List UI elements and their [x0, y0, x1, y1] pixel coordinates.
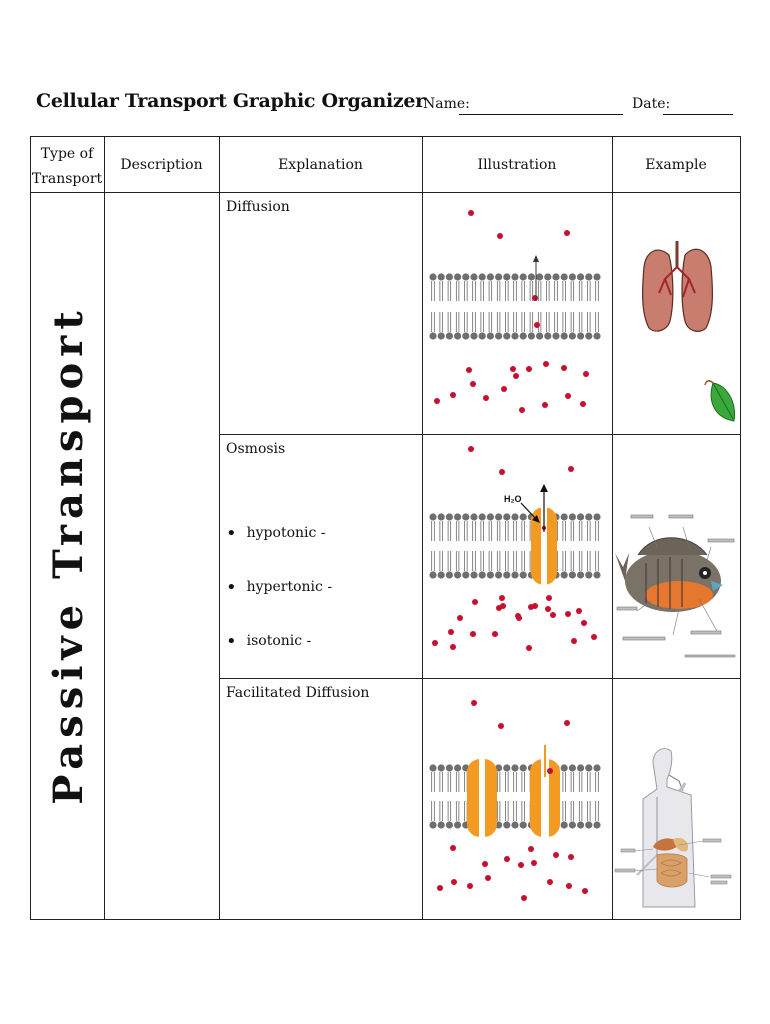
- solute-particle: [504, 856, 510, 862]
- phospholipid-head: [593, 571, 600, 578]
- solute-particle: [470, 381, 476, 387]
- phospholipid-head: [429, 513, 436, 520]
- header-type-of-transport: [30, 142, 104, 192]
- solute-particle: [580, 401, 586, 407]
- solute-particle: [532, 295, 538, 301]
- solute-particle: [432, 640, 438, 646]
- solute-particle: [534, 322, 540, 328]
- phospholipid-head: [520, 513, 527, 520]
- phospholipid-head: [528, 332, 535, 339]
- phospholipid-head: [454, 332, 461, 339]
- phospholipid-head: [470, 571, 477, 578]
- solute-particle: [472, 599, 478, 605]
- solute-particle: [543, 361, 549, 367]
- osmosis-illustration: [423, 435, 612, 678]
- phospholipid-head: [561, 332, 568, 339]
- phospholipid-head: [593, 273, 600, 280]
- phospholipid-head: [585, 571, 592, 578]
- phospholipid-head: [446, 273, 453, 280]
- phospholipid-head: [585, 821, 592, 828]
- solute-particle: [498, 723, 504, 729]
- phospholipid-head: [511, 821, 518, 828]
- carrier-protein: [530, 745, 560, 837]
- solute-particle: [466, 367, 472, 373]
- header-example: Example: [645, 157, 707, 173]
- digestive-organs: [653, 838, 688, 887]
- phospholipid-head: [577, 571, 584, 578]
- phospholipid-head: [593, 821, 600, 828]
- phospholipid-head: [593, 332, 600, 339]
- solute-particle: [561, 365, 567, 371]
- diffusion-illustration: [423, 193, 612, 434]
- phospholipid-head: [479, 571, 486, 578]
- phospholipid-head: [503, 571, 510, 578]
- phospholipid-head: [520, 571, 527, 578]
- phospholipid-head: [462, 571, 469, 578]
- solute-particle: [564, 720, 570, 726]
- header-explanation: Explanation: [278, 157, 363, 173]
- phospholipid-head: [561, 571, 568, 578]
- phospholipid-head: [446, 571, 453, 578]
- solute-particle: [483, 395, 489, 401]
- date-field[interactable]: [663, 114, 733, 115]
- solute-particle: [547, 879, 553, 885]
- phospholipid-head: [503, 332, 510, 339]
- phospholipid-head: [577, 273, 584, 280]
- solute-particle: [566, 883, 572, 889]
- phospholipid-head: [446, 332, 453, 339]
- phospholipid-head: [511, 513, 518, 520]
- solute-particle: [568, 854, 574, 860]
- solute-particle: [519, 407, 525, 413]
- phospholipid-head: [577, 513, 584, 520]
- phospholipid-head: [511, 332, 518, 339]
- phospholipid-head: [569, 764, 576, 771]
- phospholipid-head: [561, 821, 568, 828]
- phospholipid-head: [552, 273, 559, 280]
- phospholipid-head: [577, 821, 584, 828]
- bullet-isotonic-text: isotonic -: [246, 633, 312, 649]
- phospholipid-head: [585, 332, 592, 339]
- phospholipid-head: [536, 273, 543, 280]
- solute-particle: [450, 845, 456, 851]
- phospholipid-head: [495, 332, 502, 339]
- solute-particle: [531, 860, 537, 866]
- phospholipid-head: [429, 273, 436, 280]
- bullet-hypotonic: • hypotonic -: [226, 523, 326, 544]
- phospholipid-head: [470, 513, 477, 520]
- phospholipid-head: [462, 513, 469, 520]
- phospholipid-head: [585, 764, 592, 771]
- phospholipid-head: [446, 513, 453, 520]
- phospholipid-head: [487, 571, 494, 578]
- digestive-system-example: [613, 679, 740, 919]
- phospholipid-head: [454, 821, 461, 828]
- header-illustration: Illustration: [477, 157, 557, 173]
- solute-particle: [515, 613, 521, 619]
- phospholipid-head: [511, 764, 518, 771]
- phospholipid-head: [511, 273, 518, 280]
- solute-particle: [499, 595, 505, 601]
- bullet-hypertonic-text: hypertonic -: [246, 579, 333, 595]
- solute-particle: [485, 875, 491, 881]
- phospholipid-head: [503, 273, 510, 280]
- phospholipid-head: [569, 571, 576, 578]
- phospholipid-head: [561, 273, 568, 280]
- phospholipid-head: [528, 273, 535, 280]
- phospholipid-head: [520, 273, 527, 280]
- solute-particle: [581, 620, 587, 626]
- solute-particle: [518, 862, 524, 868]
- leaf-image: [705, 381, 734, 421]
- solute-particle: [497, 233, 503, 239]
- solute-particle: [501, 386, 507, 392]
- phospholipid-head: [429, 821, 436, 828]
- solute-particle: [470, 631, 476, 637]
- fish-image: [615, 538, 723, 612]
- solute-particle: [542, 402, 548, 408]
- solute-particle: [510, 366, 516, 372]
- phospholipid-head: [429, 764, 436, 771]
- phospholipid-head: [438, 571, 445, 578]
- phospholipid-head: [446, 821, 453, 828]
- lungs-and-leaf-example: [613, 193, 740, 434]
- solute-particle: [499, 469, 505, 475]
- phospholipid-head: [495, 571, 502, 578]
- bullet-hypertonic: • hypertonic -: [226, 577, 333, 598]
- water-label: H₂O: [504, 494, 522, 504]
- phospholipid-head: [487, 273, 494, 280]
- header-description: Description: [120, 157, 203, 173]
- section-label-passive-transport: Passive Transport: [44, 305, 92, 805]
- phospholipid-head: [479, 273, 486, 280]
- solute-particle: [448, 629, 454, 635]
- phospholipid-head: [462, 332, 469, 339]
- phospholipid-head: [569, 332, 576, 339]
- phospholipid-head: [438, 273, 445, 280]
- facilitated-diffusion-illustration: [423, 679, 612, 919]
- phospholipid-head: [454, 764, 461, 771]
- phospholipid-head: [438, 332, 445, 339]
- phospholipid-head: [454, 513, 461, 520]
- solute-particle: [564, 230, 570, 236]
- solute-particle: [553, 852, 559, 858]
- phospholipid-head: [479, 332, 486, 339]
- phospholipid-head: [495, 273, 502, 280]
- solute-particle: [528, 604, 534, 610]
- phospholipid-head: [462, 273, 469, 280]
- lipid-bilayer: [429, 513, 600, 578]
- solute-particle: [450, 392, 456, 398]
- solute-particle: [565, 611, 571, 617]
- phospholipid-head: [569, 821, 576, 828]
- channel-protein: [467, 759, 497, 837]
- phospholipid-head: [429, 332, 436, 339]
- phospholipid-head: [511, 571, 518, 578]
- solute-particle: [550, 612, 556, 618]
- solute-particles: [432, 446, 597, 651]
- phospholipid-head: [561, 764, 568, 771]
- phospholipid-head: [585, 273, 592, 280]
- bullet-isotonic: • isotonic -: [226, 631, 312, 652]
- solute-particle: [457, 615, 463, 621]
- lipid-bilayer: [429, 273, 600, 339]
- phospholipid-head: [536, 332, 543, 339]
- lungs-image: [643, 241, 713, 331]
- solute-particle: [468, 446, 474, 452]
- solute-particle: [582, 888, 588, 894]
- phospholipid-head: [520, 332, 527, 339]
- phospholipid-head: [503, 764, 510, 771]
- solute-particles: [437, 700, 588, 901]
- row-title-facilitated-diffusion: Facilitated Diffusion: [226, 685, 370, 701]
- solute-particle: [526, 366, 532, 372]
- phospholipid-head: [487, 513, 494, 520]
- bullet-hypotonic-text: hypotonic -: [246, 525, 326, 541]
- solute-particle: [468, 210, 474, 216]
- phospholipid-head: [585, 513, 592, 520]
- solute-particle: [450, 644, 456, 650]
- phospholipid-head: [503, 821, 510, 828]
- phospholipid-head: [495, 513, 502, 520]
- phospholipid-head: [470, 332, 477, 339]
- phospholipid-head: [520, 821, 527, 828]
- date-label: Date:: [632, 96, 671, 112]
- phospholipid-head: [438, 764, 445, 771]
- solute-particle: [528, 846, 534, 852]
- name-field[interactable]: [459, 114, 623, 115]
- solute-particles: [434, 210, 589, 413]
- solute-particle: [591, 634, 597, 640]
- phospholipid-head: [577, 332, 584, 339]
- phospholipid-head: [593, 513, 600, 520]
- phospholipid-head: [552, 332, 559, 339]
- phospholipid-head: [479, 513, 486, 520]
- solute-particle: [492, 631, 498, 637]
- phospholipid-head: [429, 571, 436, 578]
- solute-particle: [565, 393, 571, 399]
- fish-example: [613, 435, 740, 678]
- phospholipid-head: [503, 513, 510, 520]
- solute-particle: [451, 879, 457, 885]
- phospholipid-head: [438, 821, 445, 828]
- solute-particle: [583, 371, 589, 377]
- header-type-line-1: Type of: [40, 146, 94, 162]
- solute-particle: [571, 638, 577, 644]
- solute-particle: [482, 861, 488, 867]
- phospholipid-head: [487, 332, 494, 339]
- phospholipid-head: [569, 513, 576, 520]
- phospholipid-head: [561, 513, 568, 520]
- solute-particle: [496, 605, 502, 611]
- phospholipid-head: [470, 273, 477, 280]
- solute-particle: [568, 466, 574, 472]
- solute-particle: [521, 895, 527, 901]
- phospholipid-head: [544, 273, 551, 280]
- solute-particle: [434, 398, 440, 404]
- phospholipid-head: [569, 273, 576, 280]
- solute-particle: [545, 606, 551, 612]
- phospholipid-head: [577, 764, 584, 771]
- row-title-osmosis: Osmosis: [226, 441, 286, 457]
- row-title-diffusion: Diffusion: [226, 199, 290, 215]
- solute-particle: [576, 608, 582, 614]
- phospholipid-head: [593, 764, 600, 771]
- solute-particle: [513, 373, 519, 379]
- solute-particle: [526, 645, 532, 651]
- phospholipid-head: [454, 273, 461, 280]
- phospholipid-head: [446, 764, 453, 771]
- header-type-line-2: Transport: [31, 171, 103, 187]
- phospholipid-head: [520, 764, 527, 771]
- solute-particle: [547, 768, 553, 774]
- phospholipid-head: [454, 571, 461, 578]
- solute-particle: [546, 595, 552, 601]
- phospholipid-head: [438, 513, 445, 520]
- page-title: Cellular Transport Graphic Organizer: [36, 90, 425, 112]
- name-label: Name:: [423, 96, 470, 112]
- solute-particle: [467, 883, 473, 889]
- solute-particle: [437, 885, 443, 891]
- solute-particle: [471, 700, 477, 706]
- lipid-bilayer: [429, 764, 600, 828]
- phospholipid-head: [544, 332, 551, 339]
